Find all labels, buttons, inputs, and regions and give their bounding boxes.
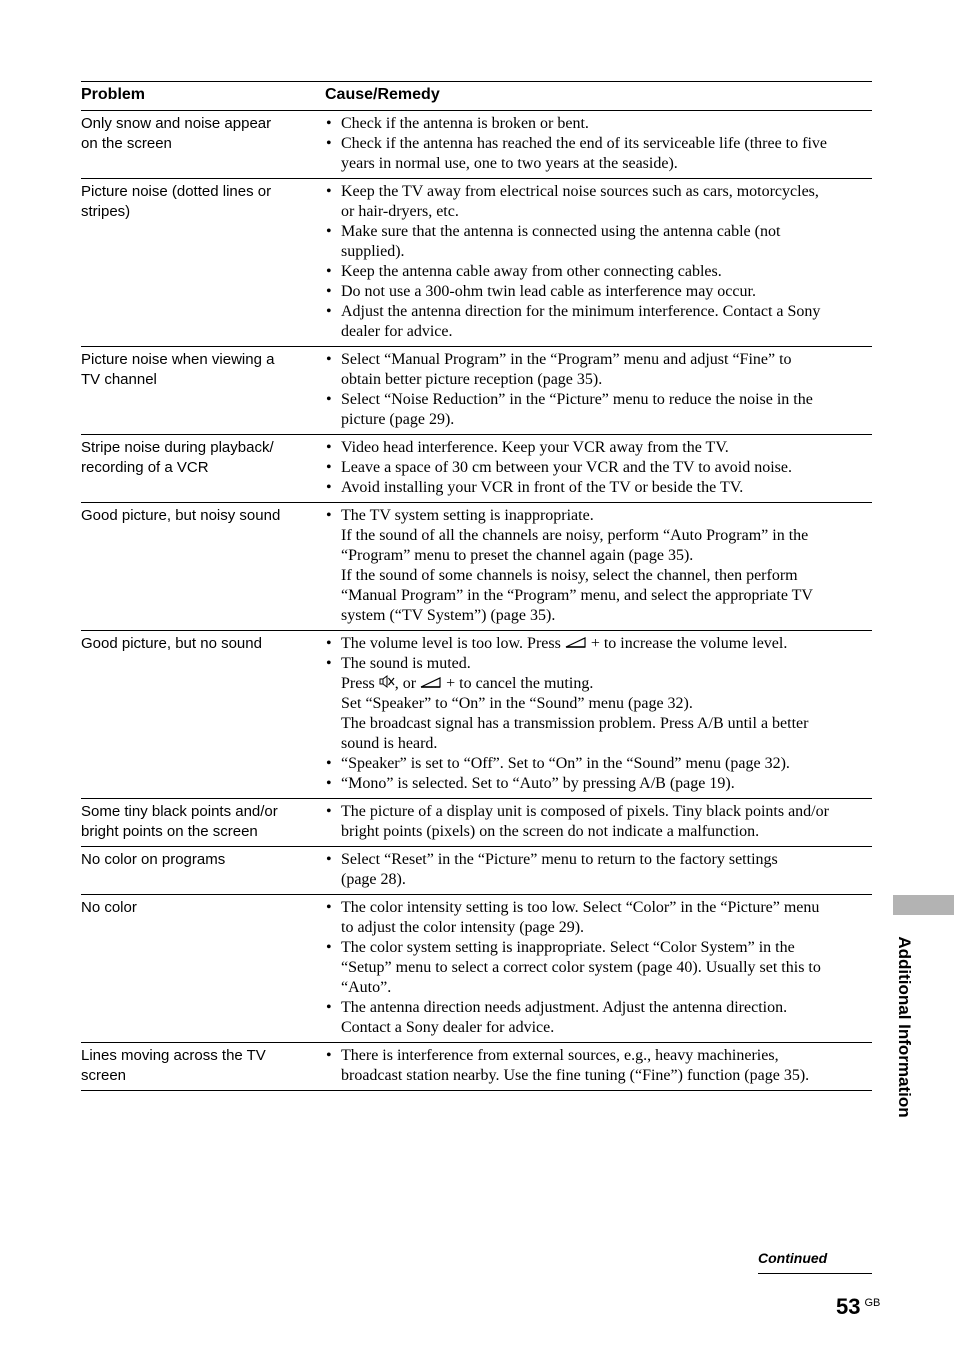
remedy-line: system (“TV System”) (page 35).: [341, 607, 556, 624]
remedy-line: • Leave a space of 30 cm between your VCR and the TV to avoid noise.: [341, 459, 792, 476]
problem-text: bright points on the screen: [81, 823, 258, 840]
remedy-item: [325, 634, 872, 654]
table-row: [81, 847, 872, 895]
remedy-item: [325, 134, 872, 174]
header-cause-remedy: Cause/Remedy: [325, 82, 872, 111]
table-row: [81, 799, 872, 847]
problem-cell: [81, 435, 325, 503]
remedy-text: + to increase the volume level.: [590, 635, 788, 652]
remedy-list: [325, 114, 872, 174]
section-tab: [893, 895, 954, 915]
troubleshooting-table: [81, 81, 872, 1091]
remedy-line: • Keep the TV away from electrical noise sources such as cars, motorcycles,: [341, 183, 819, 200]
problem-text: No color: [81, 899, 137, 916]
remedy-line: [341, 674, 872, 694]
mute-icon: [379, 674, 395, 694]
table-row: [81, 179, 872, 347]
remedy-item: [325, 506, 872, 626]
remedy-cell: [325, 179, 872, 347]
problem-text: Stripe noise during playback/: [81, 439, 274, 456]
remedy-line: • Adjust the antenna direction for the minimum interference. Contact a Sony: [341, 303, 821, 320]
remedy-line: “Program” menu to preset the channel again (page 35).: [341, 547, 694, 564]
remedy-item: [325, 1046, 872, 1086]
remedy-line: (page 28).: [341, 871, 406, 888]
remedy-item: [325, 478, 872, 498]
remedy-line: broadcast station nearby. Use the fine tuning (“Fine”) function (page 35).: [341, 1067, 810, 1084]
remedy-list: [325, 182, 872, 342]
remedy-line: supplied).: [341, 243, 405, 260]
table-row: [81, 631, 872, 799]
remedy-text: + to cancel the muting.: [446, 675, 594, 692]
problem-text: Good picture, but noisy sound: [81, 507, 281, 524]
remedy-item: [325, 438, 872, 458]
table-body: [81, 111, 872, 1091]
remedy-line: • Do not use a 300-ohm twin lead cable as interference may occur.: [341, 283, 756, 300]
remedy-line: • The TV system setting is inappropriate.: [341, 507, 594, 524]
problem-text: Picture noise when viewing a: [81, 351, 275, 368]
remedy-text: , or: [394, 675, 417, 692]
remedy-item: [325, 390, 872, 430]
remedy-line: • “Speaker” is set to “Off”. Set to “On” in the “Sound” menu (page 32).: [341, 755, 790, 772]
remedy-line: Set “Speaker” to “On” in the “Sound” menu (page 32).: [341, 695, 693, 712]
remedy-item: [325, 898, 872, 938]
table-row: [81, 1043, 872, 1091]
table-row: [81, 503, 872, 631]
table-row: [81, 111, 872, 179]
remedy-text: Press: [341, 675, 375, 692]
remedy-line: Contact a Sony dealer for advice.: [341, 1019, 555, 1036]
problem-text: Picture noise (dotted lines or: [81, 183, 272, 200]
remedy-line: or hair-dryers, etc.: [341, 203, 459, 220]
remedy-item: [325, 222, 872, 262]
remedy-cell: [325, 895, 872, 1043]
table-row: [81, 895, 872, 1043]
problem-cell: [81, 111, 325, 179]
remedy-line: If the sound of all the channels are noisy, perform “Auto Program” in the: [341, 527, 809, 544]
remedy-cell: [325, 111, 872, 179]
remedy-line: • Check if the antenna has reached the end of its serviceable life (three to five: [341, 135, 827, 152]
problem-text: Some tiny black points and/or: [81, 803, 278, 820]
problem-text: stripes): [81, 203, 131, 220]
table-row: [81, 435, 872, 503]
problem-cell: [81, 895, 325, 1043]
remedy-line: • Video head interference. Keep your VCR away from the TV.: [341, 439, 729, 456]
remedy-line: • The picture of a display unit is composed of pixels. Tiny black points and/or: [341, 803, 829, 820]
remedy-list: [325, 802, 872, 842]
remedy-cell: [325, 435, 872, 503]
problem-text: TV channel: [81, 371, 157, 388]
remedy-line: • Select “Noise Reduction” in the “Picture” menu to reduce the noise in the: [341, 391, 813, 408]
remedy-item: [325, 350, 872, 390]
remedy-line: bright points (pixels) on the screen do not indicate a malfunction.: [341, 823, 760, 840]
volume-wedge-icon: [420, 674, 442, 694]
page-number: [836, 1294, 880, 1320]
remedy-line: • There is interference from external sources, e.g., heavy machineries,: [341, 1047, 779, 1064]
problem-text: Good picture, but no sound: [81, 635, 262, 652]
remedy-line: picture (page 29).: [341, 411, 455, 428]
table-header-row: [81, 82, 872, 111]
remedy-list: [325, 634, 872, 794]
problem-text: recording of a VCR: [81, 459, 209, 476]
remedy-line: obtain better picture reception (page 35).: [341, 371, 603, 388]
problem-cell: [81, 1043, 325, 1091]
remedy-line: • Keep the antenna cable away from other connecting cables.: [341, 263, 722, 280]
remedy-item: [325, 850, 872, 890]
remedy-item: [325, 802, 872, 842]
remedy-line: • The color system setting is inappropriate. Select “Color System” in the: [341, 939, 795, 956]
remedy-cell: [325, 631, 872, 799]
remedy-item: [325, 938, 872, 998]
remedy-text: The volume level is too low. Press: [341, 635, 561, 652]
remedy-line: The broadcast signal has a transmission problem. Press A/B until a better: [341, 715, 809, 732]
remedy-line: • Select “Manual Program” in the “Program” menu and adjust “Fine” to: [341, 351, 792, 368]
remedy-item: [325, 458, 872, 478]
remedy-line: • The color intensity setting is too low. Select “Color” in the “Picture” menu: [341, 899, 820, 916]
remedy-line: • The sound is muted.: [341, 655, 471, 672]
remedy-list: [325, 438, 872, 498]
remedy-line: • Check if the antenna is broken or bent.: [341, 115, 589, 132]
remedy-line: • “Mono” is selected. Set to “Auto” by pressing A/B (page 19).: [341, 775, 735, 792]
problem-text: Lines moving across the TV: [81, 1047, 266, 1064]
problem-cell: [81, 503, 325, 631]
problem-cell: [81, 799, 325, 847]
remedy-line: “Auto”.: [341, 979, 392, 996]
remedy-cell: [325, 503, 872, 631]
problem-cell: [81, 847, 325, 895]
remedy-item: [325, 182, 872, 222]
remedy-item: [325, 282, 872, 302]
problem-cell: [81, 631, 325, 799]
remedy-line: • The antenna direction needs adjustment. Adjust the antenna direction.: [341, 999, 788, 1016]
remedy-item: [325, 114, 872, 134]
remedy-line: sound is heard.: [341, 735, 438, 752]
remedy-list: [325, 350, 872, 430]
remedy-line: • Avoid installing your VCR in front of the TV or beside the TV.: [341, 479, 744, 496]
remedy-line: If the sound of some channels is noisy, select the channel, then perform: [341, 567, 798, 584]
remedy-line: “Manual Program” in the “Program” menu, and select the appropriate TV: [341, 587, 813, 604]
section-label: Additional Information: [895, 936, 914, 1118]
table-row: [81, 347, 872, 435]
header-problem: Problem: [81, 82, 325, 111]
remedy-cell: [325, 347, 872, 435]
remedy-item: [325, 754, 872, 774]
remedy-line: • Make sure that the antenna is connected using the antenna cable (not: [341, 223, 781, 240]
remedy-item: [325, 774, 872, 794]
problem-cell: [81, 347, 325, 435]
problem-cell: [81, 179, 325, 347]
remedy-list: [325, 506, 872, 626]
remedy-item: [325, 998, 872, 1038]
remedy-cell: [325, 1043, 872, 1091]
remedy-list: [325, 850, 872, 890]
volume-wedge-icon: [565, 634, 587, 654]
remedy-cell: [325, 799, 872, 847]
remedy-line: dealer for advice.: [341, 323, 453, 340]
problem-text: No color on programs: [81, 851, 226, 868]
remedy-line: • Select “Reset” in the “Picture” menu to return to the factory settings: [341, 851, 778, 868]
remedy-line: “Setup” menu to select a correct color system (page 40). Usually set this to: [341, 959, 821, 976]
remedy-item: [325, 262, 872, 282]
remedy-list: [325, 1046, 872, 1086]
page-number-value: 53: [836, 1294, 861, 1319]
remedy-line: to adjust the color intensity (page 29).: [341, 919, 585, 936]
continued-note: Continued: [758, 1247, 872, 1274]
remedy-line: years in normal use, one to two years at the seaside).: [341, 155, 678, 172]
problem-text: screen: [81, 1067, 127, 1084]
remedy-item: [325, 654, 872, 754]
problem-text: Only snow and noise appear: [81, 115, 272, 132]
page-number-suffix: GB: [864, 1297, 881, 1309]
remedy-list: [325, 898, 872, 1038]
remedy-item: [325, 302, 872, 342]
problem-text: on the screen: [81, 135, 172, 152]
remedy-line: [341, 634, 872, 654]
remedy-cell: [325, 847, 872, 895]
